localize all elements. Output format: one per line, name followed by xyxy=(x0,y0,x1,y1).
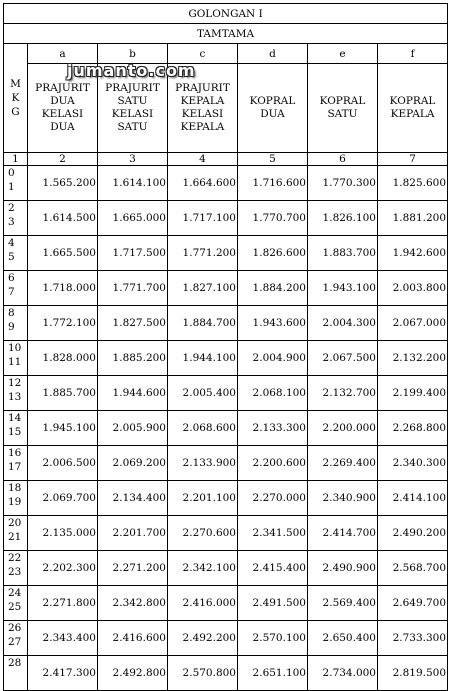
table-row xyxy=(4,656,448,691)
mkg-year: 25 xyxy=(8,600,22,613)
salary-value: 1.944.100 xyxy=(168,341,238,376)
salary-value: 2.005.400 xyxy=(168,376,238,411)
column-letter: f xyxy=(378,44,448,64)
salary-value: 2.199.400 xyxy=(378,376,448,411)
salary-value: 2.202.300 xyxy=(28,551,98,586)
rank-title-line: DUA xyxy=(50,95,75,107)
salary-value: 1.881.200 xyxy=(378,201,448,236)
salary-value: 2.271.200 xyxy=(98,551,168,586)
column-letter: e xyxy=(308,44,378,64)
table-row xyxy=(4,271,448,306)
salary-value: 2.734.000 xyxy=(308,656,378,691)
rank-title xyxy=(168,64,238,153)
salary-value: 1.943.100 xyxy=(308,271,378,306)
mkg-year: 28 xyxy=(8,657,22,669)
mkg-year: 5 xyxy=(8,250,15,263)
rank-title-line: KOPRAL xyxy=(319,95,366,107)
salary-value: 2.340.900 xyxy=(308,481,378,516)
mkg-year: 16 xyxy=(8,447,22,459)
salary-value: 2.342.100 xyxy=(168,551,238,586)
salary-value: 1.770.700 xyxy=(238,201,308,236)
golongan-header: GOLONGAN I xyxy=(4,4,448,24)
mkg-years-cell xyxy=(4,621,28,656)
salary-value: 1.827.500 xyxy=(98,306,168,341)
table-row xyxy=(4,376,448,411)
salary-value: 1.772.100 xyxy=(28,306,98,341)
salary-value: 1.718.000 xyxy=(28,271,98,306)
rank-title-line: KEPALA xyxy=(390,108,435,120)
salary-value: 2.068.100 xyxy=(238,376,308,411)
mkg-year: 1 xyxy=(8,180,15,193)
salary-value: 2.006.500 xyxy=(28,446,98,481)
salary-table-body xyxy=(4,4,448,691)
salary-value: 1.825.600 xyxy=(378,166,448,201)
salary-value: 2.200.000 xyxy=(308,411,378,446)
salary-value: 2.270.600 xyxy=(168,516,238,551)
column-letters-row xyxy=(4,44,448,64)
tamtama-header: TAMTAMA xyxy=(4,24,448,44)
column-number: 4 xyxy=(168,153,238,166)
salary-value: 1.885.200 xyxy=(98,341,168,376)
mkg-years-cell xyxy=(4,586,28,621)
mkg-years-cell xyxy=(4,551,28,586)
salary-value: 1.614.500 xyxy=(28,201,98,236)
mkg-year: 19 xyxy=(8,495,22,508)
salary-value: 2.491.500 xyxy=(238,586,308,621)
salary-value: 1.716.600 xyxy=(238,166,308,201)
mkg-year: 0 xyxy=(8,167,15,179)
mkg-year: 15 xyxy=(8,425,22,438)
rank-title-line: KOPRAL xyxy=(249,95,296,107)
salary-value: 1.614.100 xyxy=(98,166,168,201)
rank-title xyxy=(308,64,378,153)
mkg-years-cell xyxy=(4,201,28,236)
salary-value: 2.490.200 xyxy=(378,516,448,551)
mkg-years-cell xyxy=(4,341,28,376)
salary-value: 2.415.400 xyxy=(238,551,308,586)
rank-title xyxy=(238,64,308,153)
mkg-year: 10 xyxy=(8,342,22,354)
watermark-logo: jumanto.com xyxy=(67,61,196,80)
salary-value: 2.570.800 xyxy=(168,656,238,691)
mkg-year: 11 xyxy=(8,355,22,368)
salary-value: 1.826.100 xyxy=(308,201,378,236)
table-row xyxy=(4,446,448,481)
mkg-year: 20 xyxy=(8,517,22,529)
salary-value: 1.665.000 xyxy=(98,201,168,236)
salary-value: 2.135.000 xyxy=(28,516,98,551)
salary-value: 2.200.600 xyxy=(238,446,308,481)
salary-value: 2.417.300 xyxy=(28,656,98,691)
rank-title-line: KELASI xyxy=(41,108,84,120)
salary-value: 1.717.100 xyxy=(168,201,238,236)
column-letter: a xyxy=(28,44,98,64)
salary-value: 2.271.800 xyxy=(28,586,98,621)
salary-value: 2.003.800 xyxy=(378,271,448,306)
salary-value: 1.771.700 xyxy=(98,271,168,306)
table-row xyxy=(4,481,448,516)
rank-title xyxy=(378,64,448,153)
table-row xyxy=(4,306,448,341)
salary-value: 2.490.900 xyxy=(308,551,378,586)
salary-value: 2.340.300 xyxy=(378,446,448,481)
salary-value: 2.067.500 xyxy=(308,341,378,376)
salary-value: 2.568.700 xyxy=(378,551,448,586)
salary-value: 1.942.600 xyxy=(378,236,448,271)
salary-value: 2.342.800 xyxy=(98,586,168,621)
rank-title-line: KELASI xyxy=(111,108,154,120)
salary-value: 1.771.200 xyxy=(168,236,238,271)
salary-value: 2.570.100 xyxy=(238,621,308,656)
rank-title-line: KELASI xyxy=(181,108,224,120)
mkg-years-cell xyxy=(4,481,28,516)
mkg-years-cell xyxy=(4,166,28,201)
table-row xyxy=(4,341,448,376)
column-letter: c xyxy=(168,44,238,64)
rank-title-line: PRAJURIT xyxy=(35,82,90,94)
salary-value: 2.068.600 xyxy=(168,411,238,446)
salary-value: 2.492.800 xyxy=(98,656,168,691)
column-number: 2 xyxy=(28,153,98,166)
mkg-years-cell xyxy=(4,271,28,306)
column-number: 3 xyxy=(98,153,168,166)
mkg-year: 17 xyxy=(8,460,22,473)
salary-value: 2.569.400 xyxy=(308,586,378,621)
mkg-year: 3 xyxy=(8,215,15,228)
column-number: 7 xyxy=(378,153,448,166)
column-numbers-row xyxy=(4,153,448,166)
column-number: 1 xyxy=(4,153,28,166)
salary-value: 2.269.400 xyxy=(308,446,378,481)
rank-title-line: KEPALA xyxy=(180,95,225,107)
salary-value: 2.416.600 xyxy=(98,621,168,656)
salary-value: 2.201.700 xyxy=(98,516,168,551)
table-row xyxy=(4,236,448,271)
rank-title-line: DUA xyxy=(50,121,75,133)
salary-value: 1.664.600 xyxy=(168,166,238,201)
rank-title-line: KOPRAL xyxy=(389,95,436,107)
column-letter: d xyxy=(238,44,308,64)
mkg-year: 6 xyxy=(8,272,15,284)
salary-value: 1.826.600 xyxy=(238,236,308,271)
table-row xyxy=(4,201,448,236)
salary-value: 1.884.700 xyxy=(168,306,238,341)
column-number: 5 xyxy=(238,153,308,166)
column-number: 6 xyxy=(308,153,378,166)
mkg-year: 24 xyxy=(8,587,22,599)
salary-value: 2.069.700 xyxy=(28,481,98,516)
salary-value: 1.565.200 xyxy=(28,166,98,201)
mkg-year: 14 xyxy=(8,412,22,424)
salary-value: 2.133.900 xyxy=(168,446,238,481)
salary-value: 2.005.900 xyxy=(98,411,168,446)
rank-title-line: KEPALA xyxy=(180,121,225,133)
salary-value: 1.944.600 xyxy=(98,376,168,411)
table-row xyxy=(4,411,448,446)
mkg-letter: K xyxy=(11,92,20,104)
table-row xyxy=(4,551,448,586)
salary-value: 1.827.100 xyxy=(168,271,238,306)
salary-value: 1.717.500 xyxy=(98,236,168,271)
salary-table-container xyxy=(3,3,447,691)
salary-value: 2.069.200 xyxy=(98,446,168,481)
salary-value: 1.883.700 xyxy=(308,236,378,271)
column-letter: b xyxy=(98,44,168,64)
salary-value: 1.665.500 xyxy=(28,236,98,271)
table-row xyxy=(4,621,448,656)
salary-value: 2.270.000 xyxy=(238,481,308,516)
salary-value: 2.067.000 xyxy=(378,306,448,341)
salary-value: 2.733.300 xyxy=(378,621,448,656)
mkg-year: 7 xyxy=(8,285,15,298)
salary-value: 2.650.400 xyxy=(308,621,378,656)
rank-title-line: SATU xyxy=(327,108,358,120)
salary-value: 2.492.200 xyxy=(168,621,238,656)
mkg-years-cell xyxy=(4,516,28,551)
rank-title xyxy=(28,64,98,153)
salary-value: 2.414.700 xyxy=(308,516,378,551)
mkg-year: 8 xyxy=(8,307,15,319)
salary-value: 2.268.800 xyxy=(378,411,448,446)
table-row xyxy=(4,586,448,621)
mkg-year: 26 xyxy=(8,622,22,634)
mkg-year: 22 xyxy=(8,552,22,564)
mkg-year: 9 xyxy=(8,320,15,333)
mkg-header xyxy=(4,44,28,153)
rank-title-line: SATU xyxy=(117,95,148,107)
mkg-year: 18 xyxy=(8,482,22,494)
table-row xyxy=(4,166,448,201)
salary-value: 2.414.100 xyxy=(378,481,448,516)
mkg-letter: G xyxy=(11,106,20,118)
mkg-year: 23 xyxy=(8,565,22,578)
rank-titles-row xyxy=(4,64,448,153)
mkg-year: 2 xyxy=(8,202,15,214)
salary-value: 2.819.500 xyxy=(378,656,448,691)
salary-value: 2.134.400 xyxy=(98,481,168,516)
salary-value: 2.416.000 xyxy=(168,586,238,621)
salary-value: 2.343.400 xyxy=(28,621,98,656)
mkg-year: 27 xyxy=(8,635,22,648)
rank-title xyxy=(98,64,168,153)
mkg-letter: M xyxy=(10,78,21,90)
salary-value: 1.945.100 xyxy=(28,411,98,446)
rank-title-line: SATU xyxy=(117,121,148,133)
salary-value: 2.004.900 xyxy=(238,341,308,376)
mkg-year: 12 xyxy=(8,377,22,389)
salary-value: 2.132.700 xyxy=(308,376,378,411)
mkg-year: 13 xyxy=(8,390,22,403)
salary-value: 1.770.300 xyxy=(308,166,378,201)
salary-value: 2.004.300 xyxy=(308,306,378,341)
mkg-year: 21 xyxy=(8,530,22,543)
salary-value: 2.133.300 xyxy=(238,411,308,446)
salary-value: 2.649.700 xyxy=(378,586,448,621)
mkg-years-cell xyxy=(4,306,28,341)
salary-value: 2.201.100 xyxy=(168,481,238,516)
salary-value: 2.132.200 xyxy=(378,341,448,376)
rank-title-line: DUA xyxy=(260,108,285,120)
mkg-year: 4 xyxy=(8,237,15,249)
salary-table xyxy=(3,3,448,691)
rank-title-line: PRAJURIT xyxy=(175,82,230,94)
salary-value: 1.884.200 xyxy=(238,271,308,306)
salary-value: 2.651.100 xyxy=(238,656,308,691)
mkg-years-cell xyxy=(4,376,28,411)
salary-value: 1.828.000 xyxy=(28,341,98,376)
salary-value: 1.943.600 xyxy=(238,306,308,341)
table-row xyxy=(4,516,448,551)
mkg-years-cell xyxy=(4,446,28,481)
rank-title-line: PRAJURIT xyxy=(105,82,160,94)
mkg-years-cell xyxy=(4,411,28,446)
mkg-years-cell xyxy=(4,656,28,691)
salary-value: 2.341.500 xyxy=(238,516,308,551)
mkg-years-cell xyxy=(4,236,28,271)
salary-value: 1.885.700 xyxy=(28,376,98,411)
